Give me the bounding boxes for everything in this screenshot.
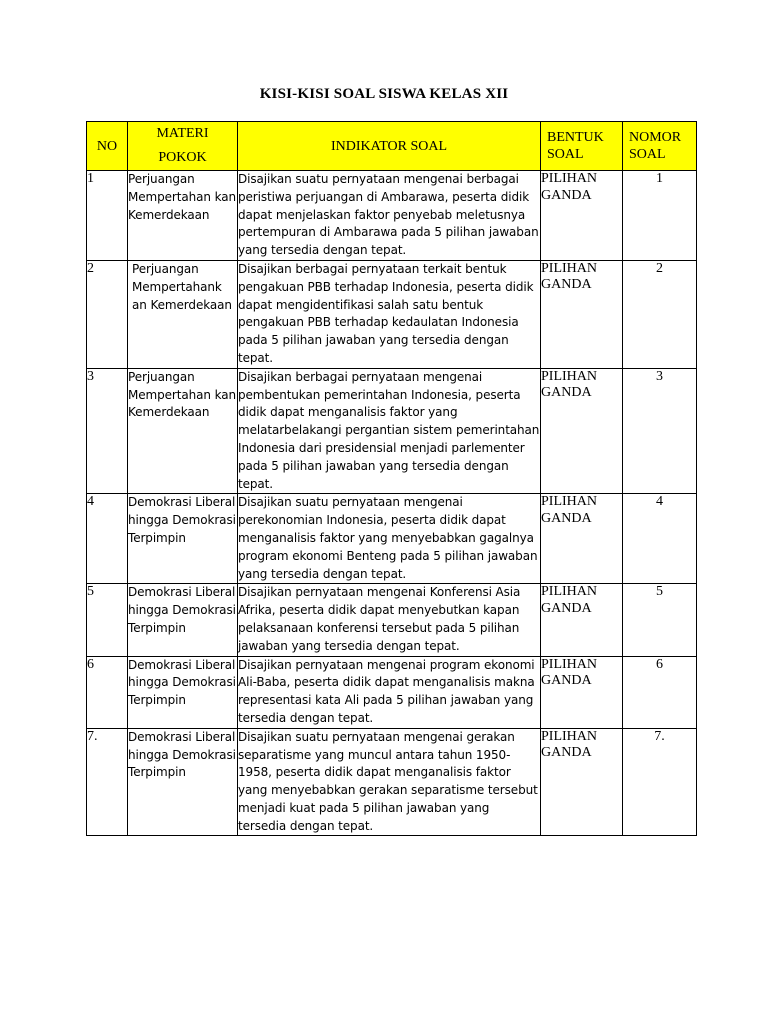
materi-pokok-cell: Demokrasi Liberal hingga Demokrasi Terpimpin — [128, 494, 238, 584]
bentuk-soal-cell: PILIHAN GANDA — [541, 260, 623, 368]
kisi-kisi-table — [86, 121, 697, 836]
indikator-cell: Disajikan berbagai pernyataan terkait bentuk pengakuan PBB terhadap Indonesia, peserta didik dapat mengidentifikasi salah satu bentuk pengakuan PBB terhadap kedaulatan Indonesia pada 5 pilihan jawaban yang tersedia dengan tepat. — [238, 260, 541, 368]
header-nomor-soal — [623, 122, 697, 171]
header-nomor-line2: SOAL — [629, 147, 666, 162]
document-title: KISI-KISI SOAL SISWA KELAS XII — [259, 86, 509, 102]
materi-pokok-cell: Demokrasi Liberal hingga Demokrasi Terpimpin — [128, 584, 238, 656]
table-row — [87, 260, 697, 368]
nomor-soal-cell: 4 — [623, 494, 697, 584]
indikator-cell: Disajikan berbagai pernyataan mengenai pembentukan pemerintahan Indonesia, peserta didik dapat menganalisis faktor yang melatarbelakangi pergantian sistem pemerintahan Indonesia dari presidensial menjadi parlementer pada 5 pilihan jawaban yang tersedia dengan tepat. — [238, 368, 541, 494]
bentuk-soal-cell: PILIHAN GANDA — [541, 584, 623, 656]
row-number: 3 — [87, 368, 128, 494]
bentuk-soal-cell: PILIHAN GANDA — [541, 494, 623, 584]
row-number: 6 — [87, 656, 128, 728]
nomor-soal-cell: 1 — [623, 171, 697, 261]
row-number: 5 — [87, 584, 128, 656]
materi-pokok-cell: Demokrasi Liberal hingga Demokrasi Terpimpin — [128, 656, 238, 728]
table-row — [87, 584, 697, 656]
row-number: 1 — [87, 171, 128, 261]
materi-pokok-cell: Perjuangan Mempertahan kan Kemerdekaan — [128, 368, 238, 494]
indikator-cell: Disajikan suatu pernyataan mengenai gerakan separatisme yang muncul antara tahun 1950-1958, peserta didik dapat menganalisis faktor yang menyebabkan gerakan separatisme tersebut menjadi kuat pada 5 pilihan jawaban yang tersedia dengan tepat. — [238, 728, 541, 836]
table-row — [87, 728, 697, 836]
bentuk-soal-cell: PILIHAN GANDA — [541, 171, 623, 261]
nomor-soal-cell: 3 — [623, 368, 697, 494]
indikator-cell: Disajikan suatu pernyataan mengenai berbagai peristiwa perjuangan di Ambarawa, peserta didik dapat menjelaskan faktor penyebab meletusnya pertempuran di Ambarawa pada 5 pilihan jawaban yang tersedia dengan tepat. — [238, 171, 541, 261]
table-row — [87, 171, 697, 261]
table-header-row — [87, 122, 697, 171]
materi-pokok-cell: Perjuangan Mempertahan kan Kemerdekaan — [128, 171, 238, 261]
materi-pokok-cell: Perjuangan Mempertahank an Kemerdekaan — [128, 260, 238, 368]
indikator-cell: Disajikan suatu pernyataan mengenai perekonomian Indonesia, peserta didik dapat menganalisis faktor yang menyebabkan gagalnya program ekonomi Benteng pada 5 pilihan jawaban yang tersedia dengan tepat. — [238, 494, 541, 584]
header-bentuk-line2: SOAL — [547, 147, 584, 162]
table-row — [87, 368, 697, 494]
header-indikator-soal: INDIKATOR SOAL — [238, 122, 541, 171]
nomor-soal-cell: 5 — [623, 584, 697, 656]
header-no: NO — [87, 122, 128, 171]
row-number: 2 — [87, 260, 128, 368]
header-materi-pokok — [128, 122, 238, 171]
bentuk-soal-cell: PILIHAN GANDA — [541, 656, 623, 728]
header-materi-line1: MATERI — [156, 126, 209, 141]
header-bentuk-soal — [541, 122, 623, 171]
indikator-cell: Disajikan pernyataan mengenai program ekonomi Ali-Baba, peserta didik dapat menganalisis makna representasi kata Ali pada 5 pilihan jawaban yang tersedia dengan tepat. — [238, 656, 541, 728]
row-number: 7. — [87, 728, 128, 836]
indikator-cell: Disajikan pernyataan mengenai Konferensi Asia Afrika, peserta didik dapat menyebutkan kapan pelaksanaan konferensi tersebut pada 5 pilihan jawaban yang tersedia dengan tepat. — [238, 584, 541, 656]
bentuk-soal-cell: PILIHAN GANDA — [541, 728, 623, 836]
header-bentuk-line1: BENTUK — [547, 130, 604, 145]
header-materi-line2: POKOK — [158, 150, 207, 165]
bentuk-soal-cell: PILIHAN GANDA — [541, 368, 623, 494]
row-number: 4 — [87, 494, 128, 584]
nomor-soal-cell: 2 — [623, 260, 697, 368]
table-row — [87, 494, 697, 584]
table-row — [87, 656, 697, 728]
header-nomor-line1: NOMOR — [629, 130, 682, 145]
nomor-soal-cell: 7. — [623, 728, 697, 836]
nomor-soal-cell: 6 — [623, 656, 697, 728]
materi-pokok-cell: Demokrasi Liberal hingga Demokrasi Terpimpin — [128, 728, 238, 836]
